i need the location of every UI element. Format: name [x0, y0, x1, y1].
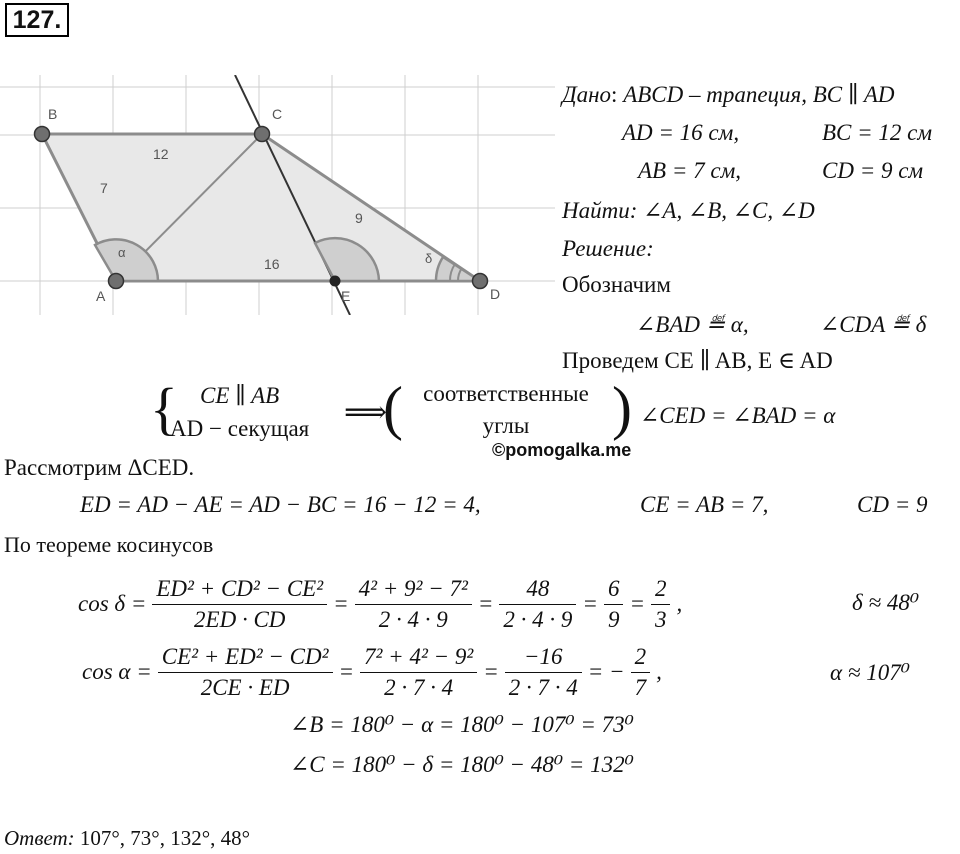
denominator: 2 · 4 · 9 [378, 606, 448, 632]
fraction [499, 576, 576, 633]
delta-approx: δ ≈ 48⁰ [852, 590, 920, 615]
fraction [651, 576, 671, 633]
denote-label: Обозначим [562, 272, 671, 297]
numerator: 6 [604, 576, 624, 605]
vertex-label-d: D [490, 286, 501, 302]
problem-number: 127. [5, 3, 69, 37]
bracket-left: ( [383, 375, 403, 441]
denominator: 2CE · ED [200, 674, 290, 700]
fraction [604, 576, 624, 633]
side-label-cd: 9 [355, 210, 363, 226]
denominator: 9 [607, 606, 620, 632]
given-trapezoid: ABCD – трапеция, BC ∥ AD [623, 82, 895, 107]
side-label-ab: 7 [100, 180, 108, 196]
denote-bad: ∠BAD ≝ α, [636, 312, 749, 337]
numerator: CE² + ED² − CD² [158, 644, 333, 673]
solution-label: Решение: [562, 236, 654, 261]
bracket-line1: соответственные [423, 381, 589, 406]
system-brace: { [150, 376, 178, 441]
length-cd: CD = 9 [857, 492, 928, 517]
denote-cda: ∠CDA ≝ δ [820, 312, 927, 337]
theorem-line: По теореме косинусов [4, 532, 214, 557]
consider-line: Рассмотрим ΔCED. [4, 455, 195, 480]
fraction [631, 644, 651, 701]
cos-delta-lhs: cos δ = [78, 591, 147, 616]
angle-equality: ∠CED = ∠BAD = α [640, 403, 836, 428]
denominator: 3 [654, 606, 667, 632]
answer-values: 107°, 73°, 132°, 48° [79, 826, 250, 850]
length-ce: CE = AB = 7, [640, 492, 769, 517]
system-line2: AD − секущая [170, 416, 310, 441]
find-angles: ∠A, ∠B, ∠C, ∠D [643, 198, 815, 223]
numerator: 2 [631, 644, 651, 673]
denominator: 7 [634, 674, 647, 700]
side-label-bc: 12 [153, 146, 169, 162]
fraction [355, 576, 472, 633]
cos-alpha-lhs: cos α = [82, 659, 152, 684]
cos-delta-equation: cos δ = $\frac{\text{ED² + CD² − CE²}}{2ED \cdot CD}$ = $\frac{\text{4² + 9² − 7²}}{2 \cdot 4 \cdot 9}$ = $\frac{48}{2 \cdot 4 \cdot 9}$ = $\frac{6}{9}$ = $\frac{2}{3}$ , [78, 575, 683, 632]
numerator: 48 [499, 576, 576, 605]
vertex-label-b: B [48, 106, 58, 122]
bracket-line2: углы [482, 413, 530, 438]
alpha-approx: α ≈ 107⁰ [830, 660, 910, 685]
given-ad: AD = 16 см, [622, 120, 740, 145]
answer-line [4, 826, 250, 851]
side-label-ad: 16 [264, 256, 280, 272]
given-label: Дано [562, 82, 612, 107]
fraction [360, 644, 477, 701]
cos-alpha-equation: cos α = $\frac{\text{CE² + ED² − CD²}}{2CE \cdot ED}$ = $\frac{\text{7² + 4² − 9²}}{2 \cdot 7 \cdot 4}$ = $\frac{-16}{2 \cdot 7 \cdot 4}$ = − $\frac{2}{7}$ , [82, 643, 662, 700]
numerator: −16 [505, 644, 582, 673]
length-ed: ED = AD − AE = AD − BC = 16 − 12 = 4, [80, 492, 481, 517]
numerator: 4² + 9² − 7² [355, 576, 472, 605]
denominator: 2 · 7 · 4 [508, 674, 578, 700]
vertex-label-e: E [341, 288, 351, 304]
given-ab: AB = 7 см, [638, 158, 742, 183]
angle-c-line: ∠C = 180⁰ − δ = 180⁰ − 48⁰ = 132⁰ [290, 752, 634, 777]
numerator: ED² + CD² − CE² [152, 576, 327, 605]
watermark: ©pomogalka.me [492, 440, 632, 460]
denominator: 2 · 7 · 4 [384, 674, 454, 700]
angle-b-line: ∠B = 180⁰ − α = 180⁰ − 107⁰ = 73⁰ [290, 712, 634, 737]
vertex-label-c: C [272, 106, 283, 122]
bracket-right: ) [612, 375, 632, 441]
given-bc: BC = 12 см [822, 120, 933, 145]
find-label: Найти: [562, 198, 638, 223]
angle-label-delta: δ [425, 251, 433, 266]
denominator: 2ED · CD [194, 606, 286, 632]
fraction [505, 644, 582, 701]
answer-label: Ответ: [4, 826, 75, 850]
implies-arrow: ⟹ [344, 396, 388, 429]
numerator: 7² + 4² − 9² [360, 644, 477, 673]
angle-label-alpha: α [118, 245, 126, 260]
denominator: 2 · 4 · 9 [503, 606, 573, 632]
trapezoid-figure [0, 75, 555, 315]
construct-line: Проведем CE ∥ AB, E ∈ AD [562, 348, 833, 373]
numerator: 2 [651, 576, 671, 605]
find-line [562, 198, 815, 224]
given-cd: CD = 9 см [822, 158, 924, 183]
given-line: Дано: ABCD – трапеция, BC ∥ AD [562, 82, 895, 107]
vertex-label-a: A [96, 288, 106, 304]
fraction [152, 576, 327, 633]
fraction [158, 644, 333, 701]
system-line1: CE ∥ AB [200, 383, 280, 408]
